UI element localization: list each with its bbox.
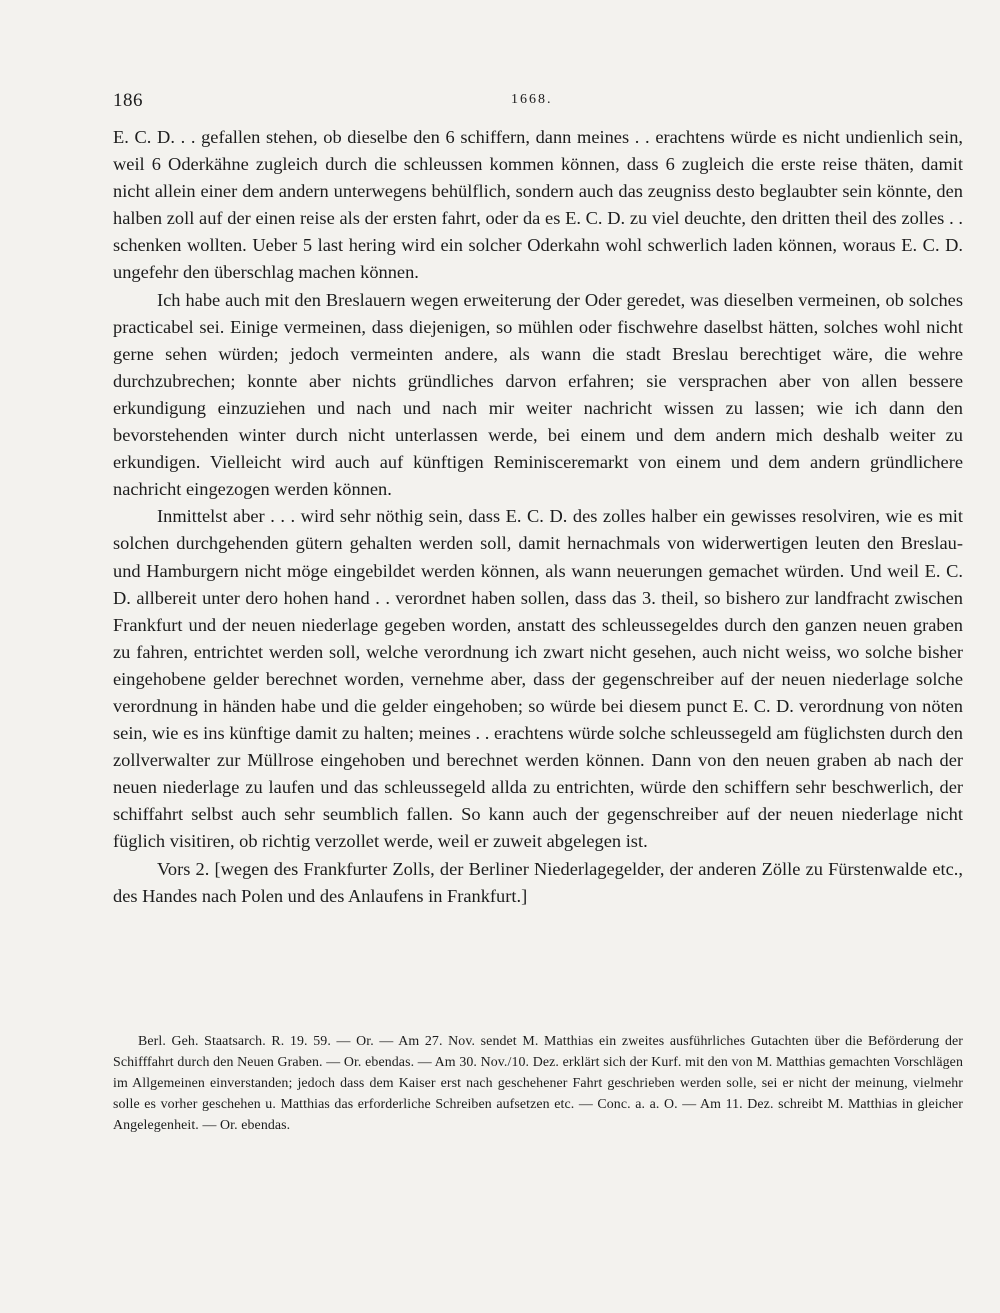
paragraph-4: Vors 2. [wegen des Frankfurter Zolls, der Berliner Niederlagegelder, der anderen Zölle zu Fürstenwalde etc., des Handes nach Polen und des Anlaufens in Frankfurt.] bbox=[113, 858, 963, 906]
main-text bbox=[113, 124, 963, 910]
source-note-text: Berl. Geh. Staatsarch. R. 19. 59. — Or. — Am 27. Nov. sendet M. Matthias ein zweites ausführliches Gutachten über die Beförderung der Schifffahrt durch den Neuen Graben. — Or. ebendas. — Am 30. Nov./10. Dez. erklärt sich der Kurf. mit den von M. Matthias gemachten Vorschlägen im Allgemeinen einverstanden; jedoch dass dem Kaiser erst nach geschehener Fahrt geschrieben werden solle, sei er nicht der meinung, vielmehr solle es vorher geschehen u. Matthias das erforderliche Schreiben aufsetzen etc. — Conc. a. a. O. — Am 11. Dez. schreibt M. Matthias in gleicher Angelegenheit. — Or. ebendas. bbox=[113, 1034, 963, 1134]
source-note bbox=[113, 1031, 963, 1136]
paragraph-1: E. C. D. . . gefallen stehen, ob dieselbe den 6 schiffern, dann meines . . erachtens würde es nicht undienlich sein, weil 6 Oderkähne zugleich durch die schleussen kommen können, dass 6 zugleich die erste reise thäten, damit nicht allein einer dem andern unterwegens behülflich, sondern auch das zeugniss desto beglaubter sein könnte, den halben zoll auf der einen reise als der ersten fahrt, oder da es E. C. D. zu viel deuchte, den dritten theil des zolles . . schenken wollten. Ueber 5 last hering wird ein solcher Oderkahn wohl schwerlich laden können, woraus E. C. D. ungefehr den überschlag machen können. bbox=[113, 127, 963, 283]
page-header bbox=[113, 90, 963, 120]
paragraph-3: Inmittelst aber . . . wird sehr nöthig sein, dass E. C. D. des zolles halber ein gewisses resolviren, wie es mit solchen durchgehenden gütern gehalten werden soll, damit hernachmals von widerwertigen leuten den Breslau- und Hamburgern nicht möge eingebildet werden können, als wann neuerungen gemachet würden. Und weil E. C. D. allbereit unter dero hohen hand . . verordnet haben sollen, dass das 3. theil, so bishero zur landfracht zwischen Frankfurt und der neuen niederlage gegeben worden, anstatt des schleussegeldes durch den ganzen neuen graben zu fahren, entrichtet werden soll, welche verordnung ich zwart nicht gesehen, auch nicht weiss, wo solche bisher eingehobene gelder berechnet worden, vernehme aber, dass der gegenschreiber auf der neuen niederlage solche verordnung in händen habe und die gelder eingehoben; so würde bei diesem punct E. C. D. verordnung von nöten sein, wie es ins künftige damit zu halten; meines . . erachtens würde solche schleussegeld am füglichsten durch den zollverwalter zur Müllrose eingehoben und berechnet werden können. Dann von den neuen graben ab nach der neuen niederlage zu laufen und das schleussegeld allda zu entrichten, würde den schiffern sehr beschwerlich, der schiffahrt selbst auch sehr seumblich fallen. So kann auch der gegenschreiber auf der neuen niederlage nicht füglich visitiren, ob richtig verzollet werde, weil er zuweit abgelegen ist. bbox=[113, 506, 963, 852]
page-number: 186 bbox=[113, 90, 143, 111]
paragraph-2: Ich habe auch mit den Breslauern wegen erweiterung der Oder geredet, was dieselben vermeinen, ob solches practicabel sei. Einige vermeinen, dass diejenigen, so mühlen oder fischwehre daselbst hätten, solches wohl nicht gerne sehen würden; jedoch vermeinten andere, als wann die stadt Breslau berechtiget wäre, die wehre durchzubrechen; konnte aber nichts gründliches darvon erfahren; sie versprachen aber von allen bessere erkundigung einzuziehen und nach und nach mir weiter nachricht wissen zu lassen; wie ich dann den bevorstehenden winter durch nicht unterlassen werde, bei einem und dem andern mich deshalb weiter zu erkundigen. Vielleicht wird auch auf künftigen Reminisceremarkt von einem und dem andern gründlichere nachricht eingezogen werden können. bbox=[113, 289, 963, 500]
running-head-year: 1668. bbox=[511, 92, 553, 107]
